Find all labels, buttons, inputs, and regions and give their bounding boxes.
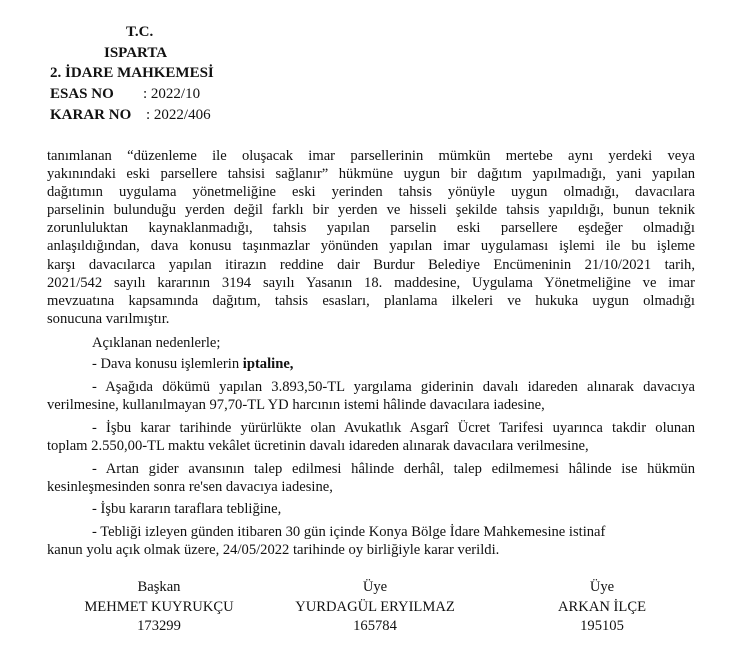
decision-text: - Dava konusu işlemlerin xyxy=(92,356,243,372)
esas-value: : 2022/10 xyxy=(143,86,201,102)
body-line: karşı davacılarca yapılan itirazın reddine dair Burdur Belediye Encümeninin 21/10/2021 tarih, xyxy=(47,257,695,273)
signature-number: 173299 xyxy=(137,618,181,634)
decision-item-cont: kanun yolu açık olmak üzere, 24/05/2022 tarihinde oy birliğiyle karar verildi. xyxy=(47,542,500,558)
signature-number: 165784 xyxy=(353,618,397,634)
decision-item: - İşbu karar tarihinde yürürlükte olan Avukatlık Asgarî Ücret Tarifesi uyarınca takdir olunan xyxy=(92,420,695,436)
signature-block-member-1 xyxy=(275,578,475,637)
signature-role: Üye xyxy=(362,579,388,595)
body-line: mevzuatına kapsamında dağıtım, tahsis esasları, planlama ilkeleri ve hukuka uygun olmadığı xyxy=(47,293,695,309)
decision-item: - İşbu kararın taraflara tebliğine, xyxy=(92,501,282,517)
signature-role: Üye xyxy=(589,579,615,595)
header-court: 2. İDARE MAHKEMESİ xyxy=(50,65,214,81)
decision-item-cont: kesinleşmesinden sonra re'sen davacıya iadesine, xyxy=(47,479,333,495)
body-line: tanımlanan “düzenleme ile oluşacak imar parsellerinin mümkün mertebe aynı yerdeki veya xyxy=(47,148,695,164)
karar-label: KARAR NO xyxy=(50,107,132,123)
body-line: parselinin bulunduğu yerden değil farklı bir yerden ve hisseli şekilde tahsis yapıldığı, bunun teknik xyxy=(47,202,695,218)
esas-label: ESAS NO xyxy=(50,86,114,102)
header-tc: T.C. xyxy=(126,24,154,40)
signature-name: ARKAN İLÇE xyxy=(558,598,646,615)
signature-name: MEHMET KUYRUKÇU xyxy=(84,598,234,615)
signature-number: 195105 xyxy=(580,618,624,634)
body-line: yakınındaki eski parsellere tahsisi sağlanır” hükmüne uygun bir dağıtım yapılmadığı, yani yapılan xyxy=(47,166,695,182)
decision-item-cont: toplam 2.550,00-TL maktu vekâlet ücretinin davalı idareden alınarak davacılara verilmesine, xyxy=(47,438,589,454)
signature-block-president xyxy=(64,578,254,637)
body-line: sonucuna varılmıştır. xyxy=(47,311,170,327)
decision-item: - Aşağıda dökümü yapılan 3.893,50-TL yargılama giderinin davalı idareden alınarak davacıya xyxy=(92,379,695,395)
body-line: 2021/542 sayılı kararının 3194 sayılı Yasanın 18. maddesine, Uygulama Yönetmeliğine ve imar xyxy=(47,275,695,291)
signature-name: YURDAGÜL ERYILMAZ xyxy=(295,598,455,615)
conclusion-heading: Açıklanan nedenlerle; xyxy=(92,335,221,351)
karar-value: : 2022/406 xyxy=(146,107,211,123)
body-line: dağıtımın uygulama yönetmeliğine eski yerinden tahsis yönüyle uygun olmadığı, davacılara xyxy=(47,184,695,200)
signature-role: Başkan xyxy=(137,579,181,595)
decision-item: - Tebliği izleyen günden itibaren 30 gün içinde Konya Bölge İdare Mahkemesine istinaf xyxy=(92,524,606,540)
decision-item-annulment xyxy=(92,355,293,373)
header-city: ISPARTA xyxy=(104,45,168,61)
decision-item-cont: verilmesine, kullanılmayan 97,70-TL YD harcının istemi hâlinde davacılara iadesine, xyxy=(47,397,545,413)
decision-emphasis: iptaline, xyxy=(242,356,294,372)
body-line: anlaşıldığından, dava konusu taşınmazlar yönünden yapılan imar uygulaması işlemi ile bu işleme xyxy=(47,238,695,254)
body-line: zorunluluktan kaynaklanmadığı, tahsis yapılan parselin eski parsellere eşdeğer olmadığı xyxy=(47,220,695,236)
decision-item: - Artan gider avansının talep edilmesi hâlinde derhâl, talep edilmemesi hâlinde ise hükmün xyxy=(92,461,695,477)
signature-block-member-2 xyxy=(512,578,692,637)
